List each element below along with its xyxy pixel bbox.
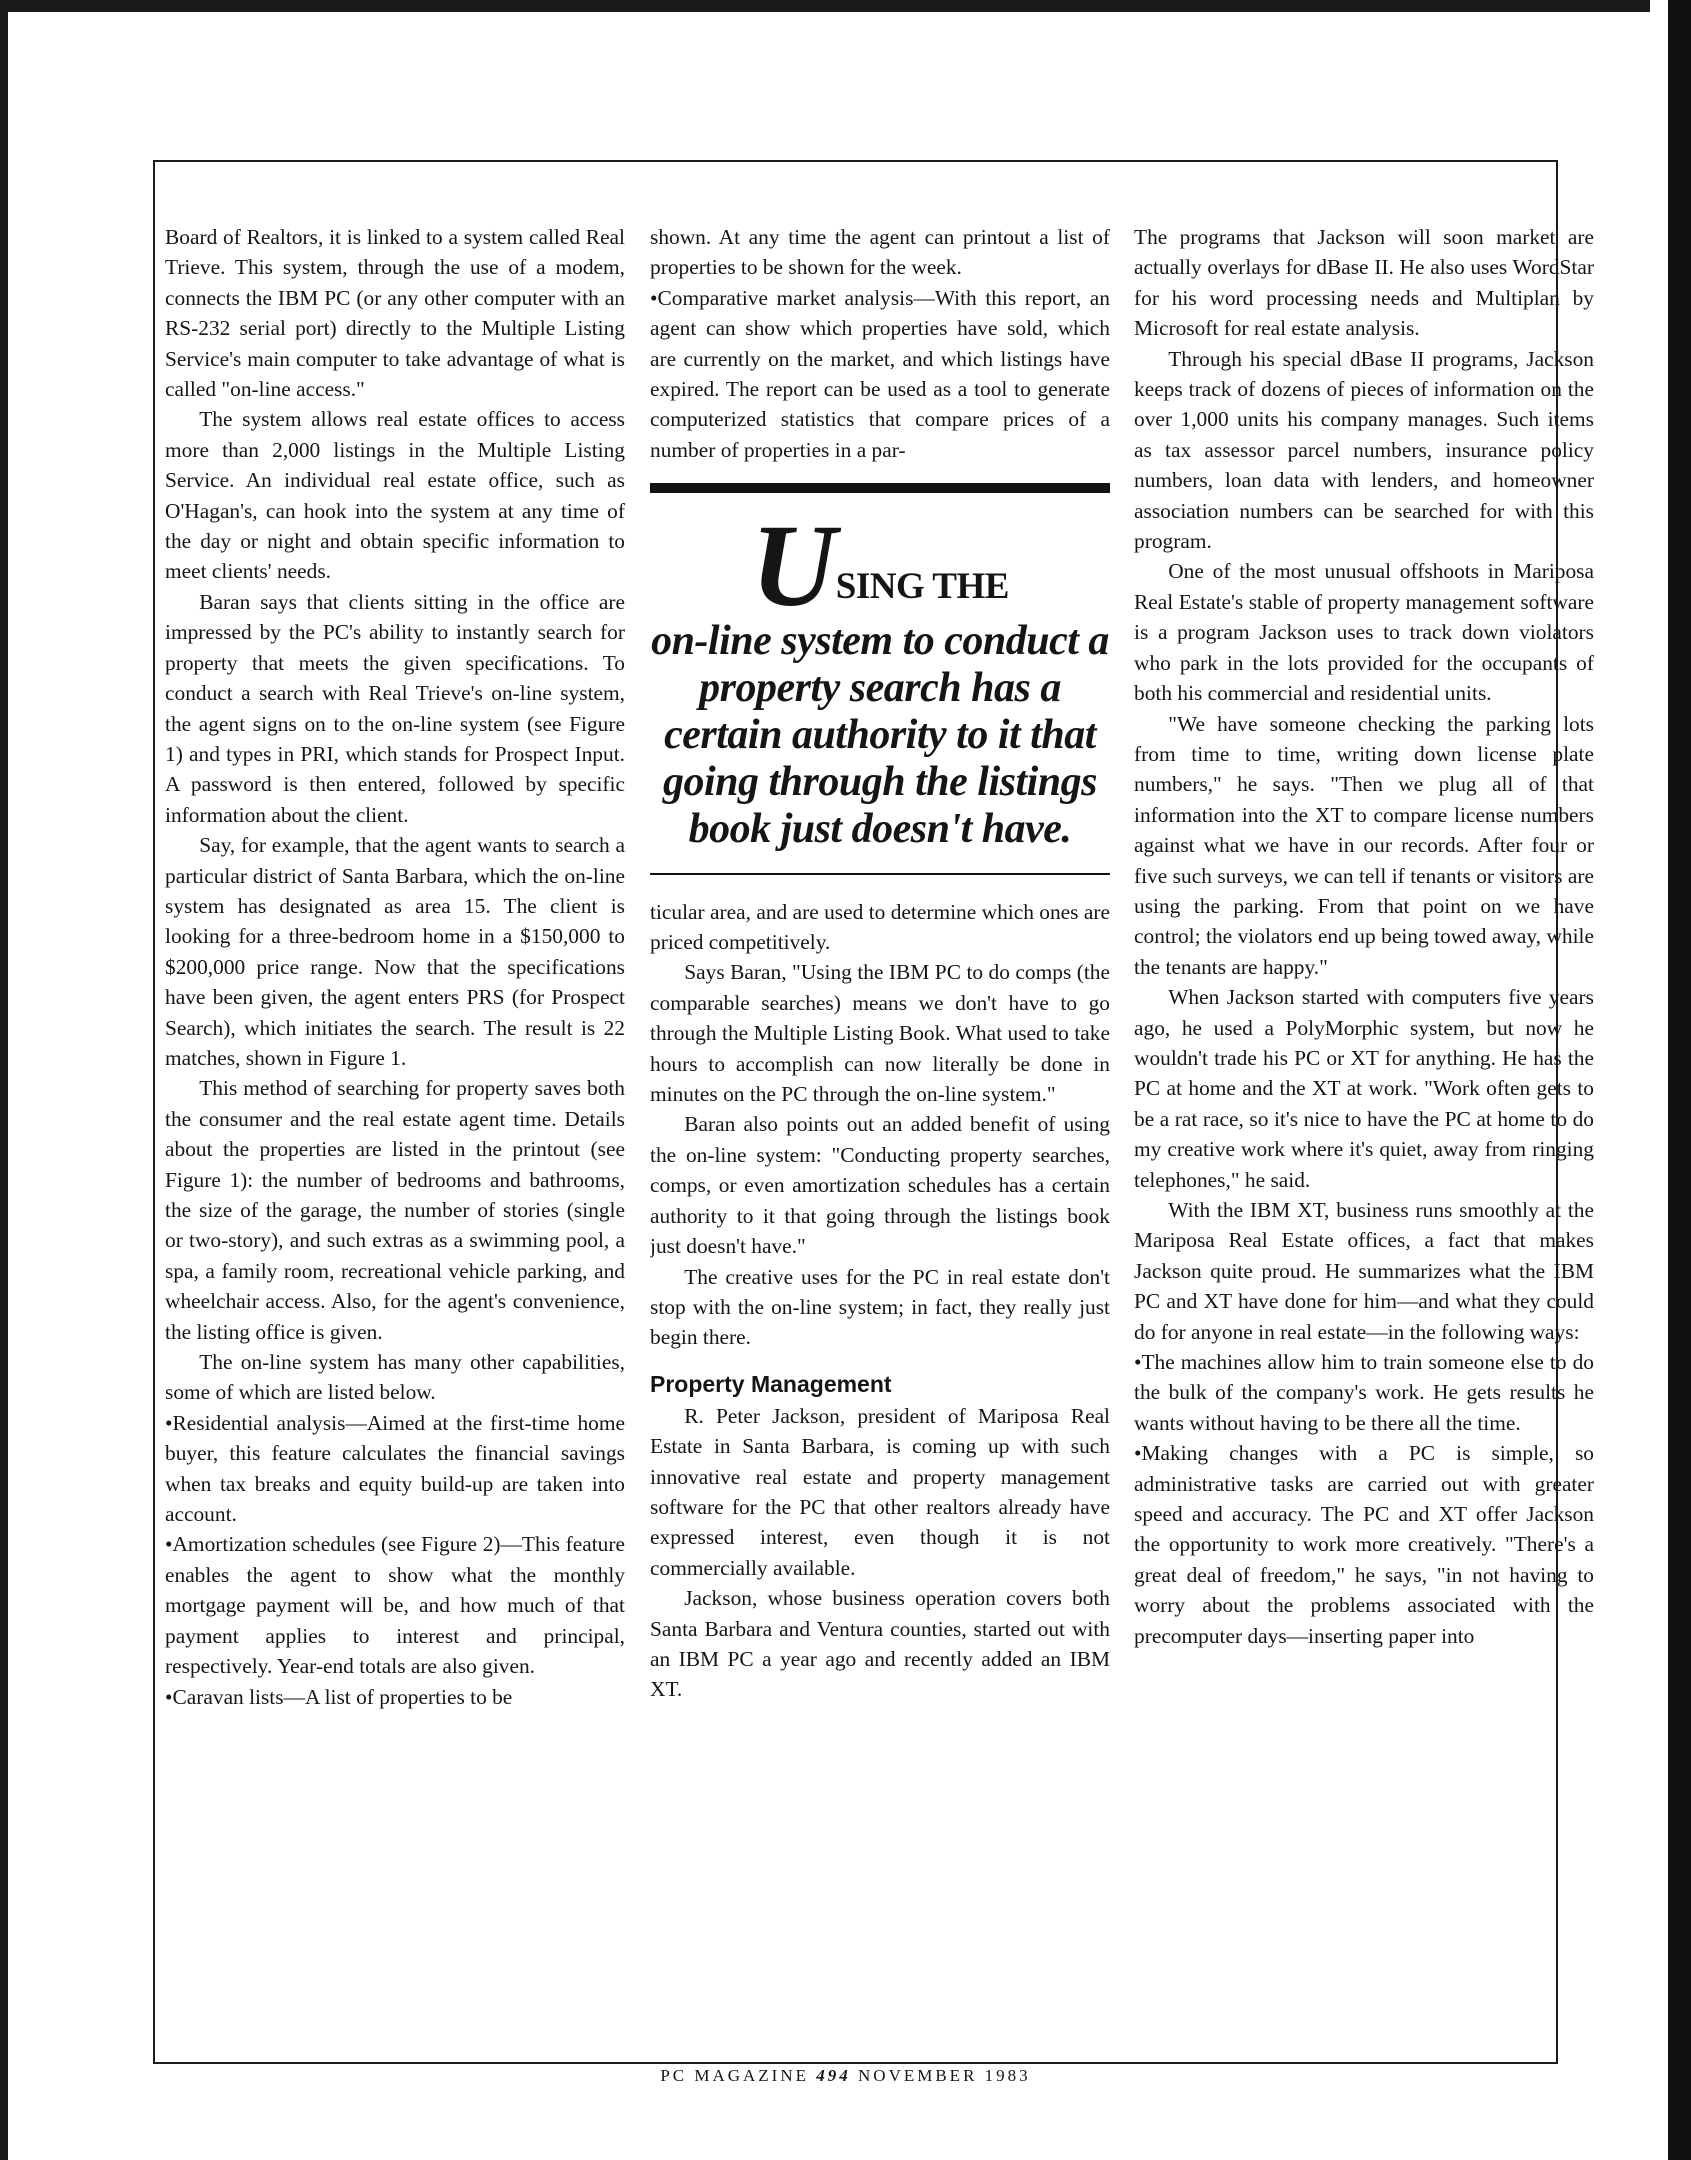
article-paragraph: This method of searching for property saves both the consumer and the real estate agent time. Details about the properties are listed in the printout (see Figure 1): the number of bedrooms and bathrooms, the size of the garage, the number of stories (single or two-story), and such extras as a swimming pool, a spa, a family room, recreational vehicle parking, and wheelchair access. Also, for the agent's convenience, the listing office is given. xyxy=(165,1076,625,1344)
article-column-2 xyxy=(650,222,1110,2048)
article-paragraph: Baran also points out an added benefit of using the on-line system: "Conducting property searches, comps, or even amortization schedules has a certain authority to it that going through the listings book just doesn't have." xyxy=(650,1112,1110,1259)
bullet-paragraph: •Making changes with a PC is simple, so administrative tasks are carried out with greater speed and accuracy. The PC and XT offer Jackson the opportunity to work more creatively. "There's a great deal of freedom," he says, "in not having to worry about the problems associated with the precomputer days—inserting paper into xyxy=(1134,1441,1594,1648)
article-paragraph: Say, for example, that the agent wants to search a particular district of Santa Barbara, which the on-line system has designated as area 15. The client is looking for a three-bedroom home in a $150,000 to $200,000 price range. Now that the specifications have been given, the agent enters PRS (for Prospect Search), which initiates the search. The result is 22 matches, shown in Figure 1. xyxy=(165,833,625,1070)
article-paragraph: R. Peter Jackson, president of Mariposa Real Estate in Santa Barbara, is coming up with such innovative real estate and property management software for the PC that other realtors already have expressed interest, even though it is not commercially available. xyxy=(650,1403,1110,1580)
bullet-paragraph: •Comparative market analysis—With this report, an agent can show which properties have sold, which are currently on the market, and which listings have expired. The report can be used as a tool to generate computerized statistics that compare prices of a number of properties in a par- xyxy=(650,285,1110,462)
article-paragraph: Baran says that clients sitting in the office are impressed by the PC's ability to instantly search for property that meets the given specifications. To conduct a search with Real Trieve's on-line system, the agent signs on to the on-line system (see Figure 1) and types in PRI, which stands for Prospect Input. A password is then entered, followed by specific information about the client. xyxy=(165,589,625,827)
scan-edge-right xyxy=(1668,0,1691,2160)
article-paragraph: With the IBM XT, business runs smoothly at the Mariposa Real Estate offices, a fact that makes Jackson quite proud. He summarizes what the IBM PC and XT have done for him—and what they could do for anyone in real estate—in the following ways: xyxy=(1134,1198,1594,1344)
footer-magazine-name: PC MAGAZINE xyxy=(660,2066,810,2085)
bullet-paragraph: •The machines allow him to train someone else to do the bulk of the company's work. He gets results he wants without having to be there all the time. xyxy=(1134,1350,1594,1435)
column-3-body xyxy=(1134,222,1594,1651)
article-paragraph: The system allows real estate offices to access more than 2,000 listings in the Multiple Listing Service. An individual real estate office, such as O'Hagan's, can hook into the system at any time of the day or night and obtain specific information to meet clients' needs. xyxy=(165,407,625,584)
column-1-body xyxy=(165,222,625,1712)
article-column-1 xyxy=(165,222,625,2048)
column-2-top-body xyxy=(650,222,1110,465)
article-paragraph: ticular area, and are used to determine which ones are priced competitively. xyxy=(650,899,1110,955)
scan-edge-top xyxy=(0,0,1691,12)
article-paragraph: "We have someone checking the parking lots from time to time, writing down license plate numbers," he says. "Then we plug all of that information into the XT to compare license numbers against what we have in our records. After four or five such surveys, we can tell if tenants or visitors are using the parking. From that point on we have control; the violators end up being towed away, while the tenants are happy." xyxy=(1134,711,1594,979)
pull-quote-small-caps: SING THE xyxy=(835,566,1009,608)
article-paragraph: shown. At any time the agent can printout a list of properties to be shown for the week. xyxy=(650,225,1110,280)
bullet-paragraph: •Residential analysis—Aimed at the first-time home buyer, this feature calculates the financial savings when tax breaks and equity build-up are taken into account. xyxy=(165,1410,625,1527)
footer-issue-date: NOVEMBER 1983 xyxy=(858,2066,1031,2085)
scan-edge-left xyxy=(0,12,8,2160)
article-paragraph: Board of Realtors, it is linked to a system called Real Trieve. This system, through the use of a modem, connects the IBM PC (or any other computer with an RS-232 serial port) directly to the Multiple Listing Service's main computer to take advantage of what is called "on-line access." xyxy=(165,225,625,402)
article-paragraph: The creative uses for the PC in real estate don't stop with the on-line system; in fact, they really just begin there. xyxy=(650,1264,1110,1350)
pull-quote-lead xyxy=(650,500,1110,632)
bullet-paragraph: •Amortization schedules (see Figure 2)—This feature enables the agent to show what the monthly mortgage payment will be, and how much of that payment applies to interest and principal, respectively. Year-end totals are also given. xyxy=(165,1532,625,1679)
pull-quote-text: on-line system to conduct a property search has a certain authority to it that going through the listings book just doesn't have. xyxy=(651,617,1109,852)
article-paragraph: When Jackson started with computers five years ago, he used a PolyMorphic system, but now he wouldn't trade his PC or XT for anything. He has the PC at home and the XT at work. "Work often gets to be a rat race, so it's nice to have the PC at home to do my creative work where it's quiet, away from ringing telephones," he said. xyxy=(1134,985,1594,1192)
column-2-mid-body xyxy=(650,897,1110,1353)
pull-quote-drop-cap: U xyxy=(751,500,836,632)
article-paragraph: Says Baran, "Using the IBM PC to do comps (the comparable searches) means we don't have to go through the Multiple Listing Book. What used to take hours to accomplish can now literally be done in minutes on the PC through the on-line system." xyxy=(650,960,1110,1107)
article-paragraph: One of the most unusual offshoots in Mariposa Real Estate's stable of property management software is a program Jackson uses to track down violators who park in the lots provided for the occupants of both his commercial and residential units. xyxy=(1134,559,1594,706)
page-footer xyxy=(0,2066,1691,2086)
article-paragraph: Jackson, whose business operation covers both Santa Barbara and Ventura counties, started out with an IBM PC a year ago and recently added an IBM XT. xyxy=(650,1586,1110,1702)
article-paragraph: The programs that Jackson will soon market are actually overlays for dBase II. He also uses WordStar for his word processing needs and Multiplan by Microsoft for real estate analysis. xyxy=(1134,225,1594,341)
pull-quote xyxy=(650,483,1110,874)
section-heading: Property Management xyxy=(650,1370,892,1397)
footer-page-number: 494 xyxy=(816,2066,851,2085)
article-paragraph: The on-line system has many other capabilities, some of which are listed below. xyxy=(165,1350,625,1405)
article-paragraph: Through his special dBase II programs, Jackson keeps track of dozens of pieces of information on the over 1,000 units his company manages. Such items as tax assessor parcel numbers, insurance policy numbers, loan data with lenders, and homeowner association numbers can be searched for with this program. xyxy=(1134,346,1594,554)
column-2-end-body xyxy=(650,1401,1110,1705)
bullet-paragraph: •Caravan lists—A list of properties to be xyxy=(165,1684,513,1709)
article-column-3 xyxy=(1134,222,1594,2048)
